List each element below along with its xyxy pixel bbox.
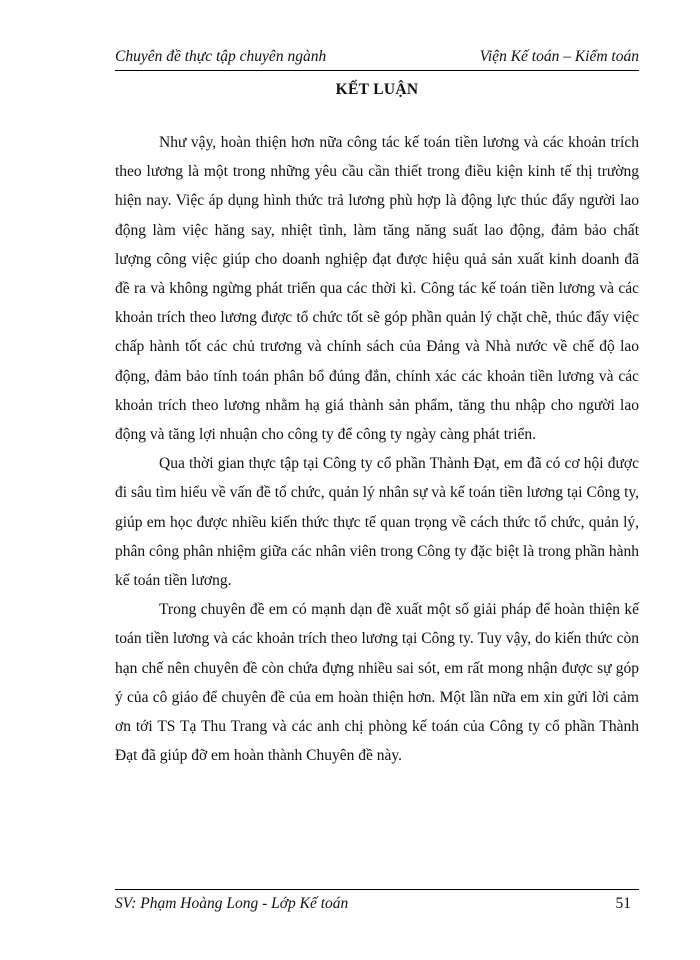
paragraph-3: Trong chuyên đề em có mạnh dạn đề xuất một số giải pháp để hoàn thiện kế toán tiền lương và các khoản trích theo lương tại Công ty. Tuy vậy, do kiến thức còn hạn chế nên chuyên đề còn chứa đựng nhiều sai sót, em rất mong nhận được sự góp ý của cô giáo để chuyên đề của em hoàn thiện hơn. Một lần nữa em xin gửi lời cảm ơn tới TS Tạ Thu Trang và các anh chị phòng kế toán của Công ty cổ phần Thành Đạt đã giúp đỡ em hoàn thành Chuyên đề này. <box>115 601 639 765</box>
page-title: KẾT LUẬN <box>335 81 419 98</box>
body-text <box>115 128 639 770</box>
header-course-title: Chuyên đề thực tập chuyên ngành <box>115 48 327 65</box>
paragraph-2: Qua thời gian thực tập tại Công ty cổ phần Thành Đạt, em đã có cơ hội được đi sâu tìm hiểu về vấn đề tổ chức, quản lý nhân sự và kế toán tiền lương tại Công ty, giúp em học được nhiều kiến thức thực tế quan trọng về cách thức tổ chức, quản lý, phân công phân nhiệm giữa các nhân viên trong Công ty đặc biệt là trong phần hành kế toán tiền lương. <box>115 455 639 590</box>
footer-student: SV: Phạm Hoàng Long - Lớp Kế toán <box>115 895 349 912</box>
header-divider <box>115 70 639 71</box>
header-institute: Viện Kế toán – Kiểm toán <box>479 48 639 65</box>
page-header <box>115 47 639 67</box>
page-footer <box>115 894 639 914</box>
paragraph-1: Như vậy, hoàn thiện hơn nữa công tác kế toán tiền lương và các khoản trích theo lương là một trong những yêu cầu cần thiết trong điều kiện kinh tế thị trường hiện nay. Việc áp dụng hình thức trả lương phù hợp là động lực thúc đẩy người lao động làm việc hăng say, nhiệt tình, làm tăng năng suất lao động, đảm bảo chất lượng công việc giúp cho doanh nghiệp đạt được hiệu quả sản xuất kinh doanh đã đề ra và không ngừng phát triển qua các thời kì. Công tác kế toán tiền lương và các khoản trích theo lương được tổ chức tốt sẽ góp phần quản lý chặt chẽ, thúc đẩy việc chấp hành tốt các chủ trương và chính sách của Đảng và Nhà nước về chế độ lao động, đảm bảo tính toán phân bổ đúng đắn, chính xác các khoản tiền lương và các khoản trích theo lương nhằm hạ giá thành sản phẩm, tăng thu nhập cho người lao động và tăng lợi nhuận cho công ty để công ty ngày càng phát triển. <box>115 134 639 444</box>
page-number: 51 <box>615 895 631 912</box>
footer-divider <box>115 889 639 890</box>
